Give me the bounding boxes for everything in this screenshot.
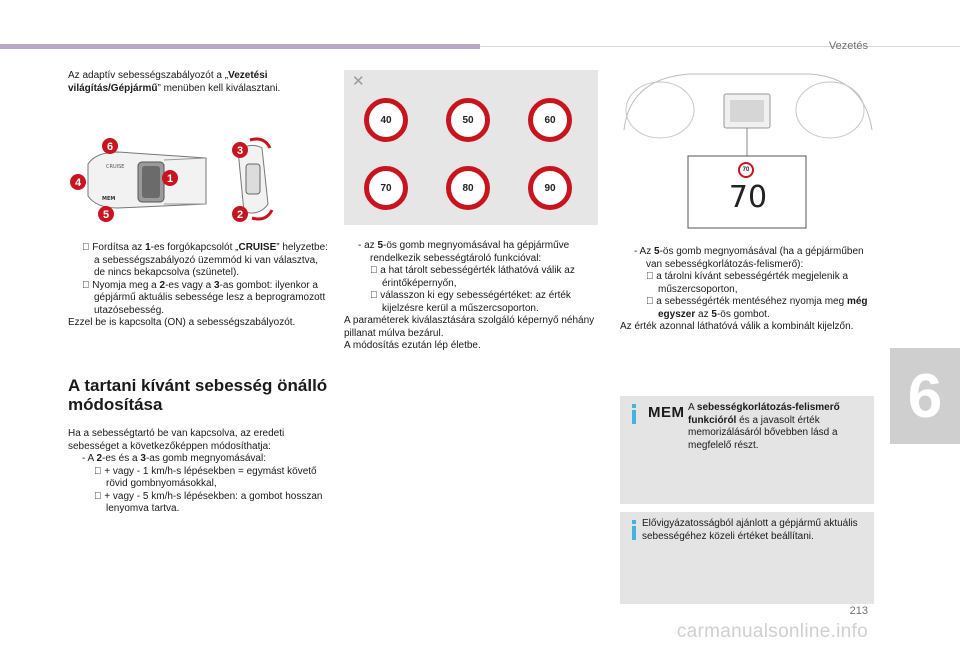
speed-sign-80[interactable]: 80 xyxy=(446,166,490,210)
close-icon[interactable]: ✕ xyxy=(352,73,365,90)
info-box-precaution xyxy=(620,512,874,604)
chapter-number-tab: 6 xyxy=(890,348,960,444)
modify-speed-block: Ha a sebességtartó be van kapcsolva, az eredeti sebességet a következőképpen módosíthatja: - A 2-es és a 3-as gomb megnyomásával: + vagy - 1 km/h-s lépésekben = egymást követő rövid gombnyomásokkal, + vagy - 5 km/h-s lépésekben: a gombot hosszan lenyomva tartva. xyxy=(68,428,313,514)
svg-text:2: 2 xyxy=(236,209,244,221)
callout-2 xyxy=(232,206,248,222)
cruise-stalk-diagram xyxy=(66,134,330,226)
step-3: Ezzel be is kapcsolta (ON) a sebességszabályozót. xyxy=(68,317,296,328)
svg-text:MEM: MEM xyxy=(102,196,116,202)
step-1: Fordítsa az 1-es forgókapcsolót „CRUISE” helyzetbe: a sebességszabályozó üzemmód ki van választva, de nincs bekapcsolva (szünetel). xyxy=(82,242,327,278)
mem-icon: MEM xyxy=(648,404,685,421)
steps-block xyxy=(68,242,330,330)
info-icon xyxy=(632,404,636,408)
svg-text:5: 5 xyxy=(102,209,110,221)
speed-sign-70[interactable]: 70 xyxy=(364,166,408,210)
speed-memory-screen xyxy=(344,70,598,225)
callout-1 xyxy=(162,170,178,186)
svg-text:4: 4 xyxy=(74,177,82,189)
info-box-mem xyxy=(620,396,874,504)
svg-text:3: 3 xyxy=(236,145,244,157)
speed-sign-50[interactable]: 50 xyxy=(446,98,490,142)
limit-recognition-instructions: - Az 5-ös gomb megnyomásával (ha a gépjárműben van sebességkorlátozás-felismerő): a tárolni kívánt sebességérték megjelenik a műszercsoporton, a sebességérték mentéséhez nyomja meg még egyszer az 5-ös gombot. Az érték azonnal láthatóvá válik a kombinált kijelzőn. xyxy=(620,246,864,332)
memory-instructions: - az 5-ös gomb megnyomásával ha gépjárműve rendelkezik sebességtároló funkcióval: a hat tárolt sebességérték láthatóvá válik az érintőképernyőn, válasszon ki egy sebességértéket: az érték kijelzésre kerül a műszercsoporton. A paraméterek kiválasztására szolgáló képernyő néhány pillanat múlva bezárul. A módosítás ezután lép életbe. xyxy=(344,240,595,351)
section-heading: A tartani kívánt sebesség önálló módosítása xyxy=(68,376,328,414)
speed-sign-60[interactable]: 60 xyxy=(528,98,572,142)
watermark: carmanualsonline.info xyxy=(676,621,868,642)
cluster-speed-value: 70 xyxy=(728,180,768,215)
speed-sign-40[interactable]: 40 xyxy=(364,98,408,142)
callout-5 xyxy=(98,206,114,222)
info-icon xyxy=(632,520,636,524)
header-divider xyxy=(480,46,960,47)
step-2: Nyomja meg a 2-es vagy a 3-as gombot: ilyenkor a gépjármű aktuális sebessége lesz a beprogramozott utazósebesség. xyxy=(82,279,326,316)
intro-paragraph: Az adaptív sebességszabályozót a „Vezetési világítás/Gépjármű” menüben kell kiválasztani. xyxy=(68,70,281,94)
speed-sign-90[interactable]: 90 xyxy=(528,166,572,210)
svg-text:1: 1 xyxy=(166,173,174,185)
chapter-title: Vezetés xyxy=(828,40,868,52)
svg-text:6: 6 xyxy=(106,141,114,153)
info-box-mem-text: A sebességkorlátozás-felismerő funkcióról és a javasolt érték memorizálásáról bővebben lásd a megfelelő részt. xyxy=(688,402,840,451)
cluster-speed-limit-sign: 70 xyxy=(738,162,754,178)
svg-text:CRUISE: CRUISE xyxy=(106,164,125,170)
callout-3 xyxy=(232,142,248,158)
page-number: 213 xyxy=(849,605,868,617)
callout-4 xyxy=(70,174,86,190)
info-box-precaution-text: Elővigyázatosságból ajánlott a gépjármű aktuális sebességéhez közeli értéket beállítani. xyxy=(642,518,858,542)
header-accent-bar xyxy=(0,44,480,49)
callout-6 xyxy=(102,138,118,154)
